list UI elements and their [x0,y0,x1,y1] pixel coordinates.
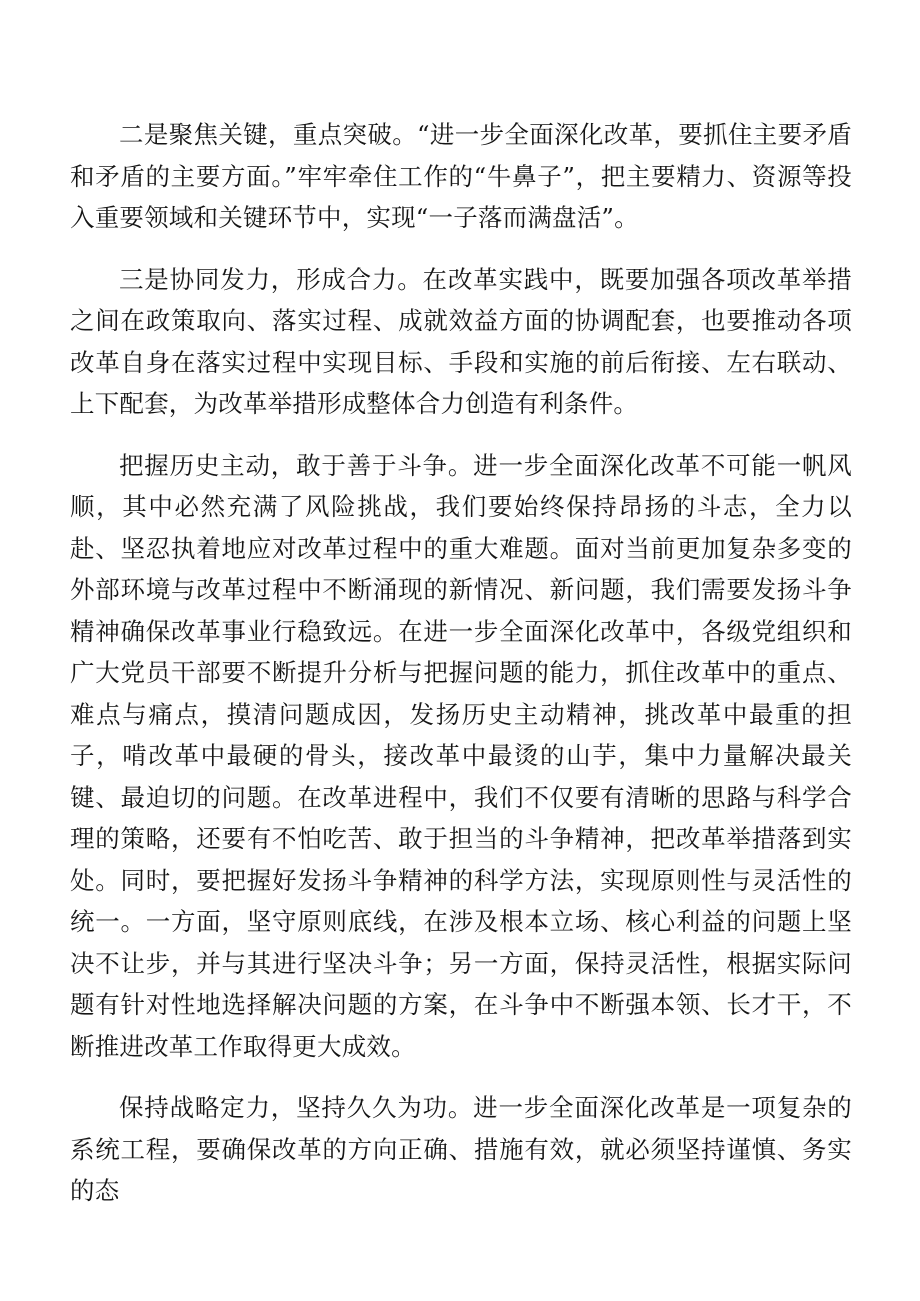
document-body [70,114,852,1232]
paragraph-coordinated-effort: 三是协同发力，形成合力。在改革实践中，既要加强各项改革举措之间在政策取向、落实过程、成就效益方面的协调配套，也要推动各项改革自身在落实过程中实现目标、手段和实施的前后衔接、左右联动、上下配套，为改革举措形成整体合力创造有利条件。 [70,264,852,418]
paragraph-strategic-resolve: 保持战略定力，坚持久久为功。进一步全面深化改革是一项复杂的系统工程，要确保改革的方向正确、措施有效，就必须坚持谨慎、务实的态 [70,1093,852,1205]
paragraph-historical-initiative: 把握历史主动，敢于善于斗争。进一步全面深化改革不可能一帆风顺，其中必然充满了风险挑战，我们要始终保持昂扬的斗志，全力以赴、坚忍执着地应对改革过程中的重大难题。面对当前更加复杂多变的外部环境与改革过程中不断涌现的新情况、新问题，我们需要发扬斗争精神确保改革事业行稳致远。在进一步全面深化改革中，各级党组织和广大党员干部要不断提升分析与把握问题的能力，抓住改革中的重点、难点与痛点，摸清问题成因，发扬历史主动精神，挑改革中最重的担子，啃改革中最硬的骨头，接改革中最烫的山芋，集中力量解决最关键、最迫切的问题。在改革进程中，我们不仅要有清晰的思路与科学合理的策略，还要有不怕吃苦、敢于担当的斗争精神，把改革举措落到实处。同时，要把握好发扬斗争精神的科学方法，实现原则性与灵活性的统一。一方面，坚守原则底线，在涉及根本立场、核心利益的问题上坚决不让步，并与其进行坚决斗争；另一方面，保持灵活性，根据实际问题有针对性地选择解决问题的方案，在斗争中不断强本领、长才干，不断推进改革工作取得更大成效。 [70,450,852,1061]
paragraph-focus-key-points: 二是聚焦关键，重点突破。“进一步全面深化改革，要抓住主要矛盾和矛盾的主要方面。”牢牢牵住工作的“牛鼻子”，把主要精力、资源等投入重要领域和关键环节中，实现“一子落而满盘活”。 [70,120,852,232]
